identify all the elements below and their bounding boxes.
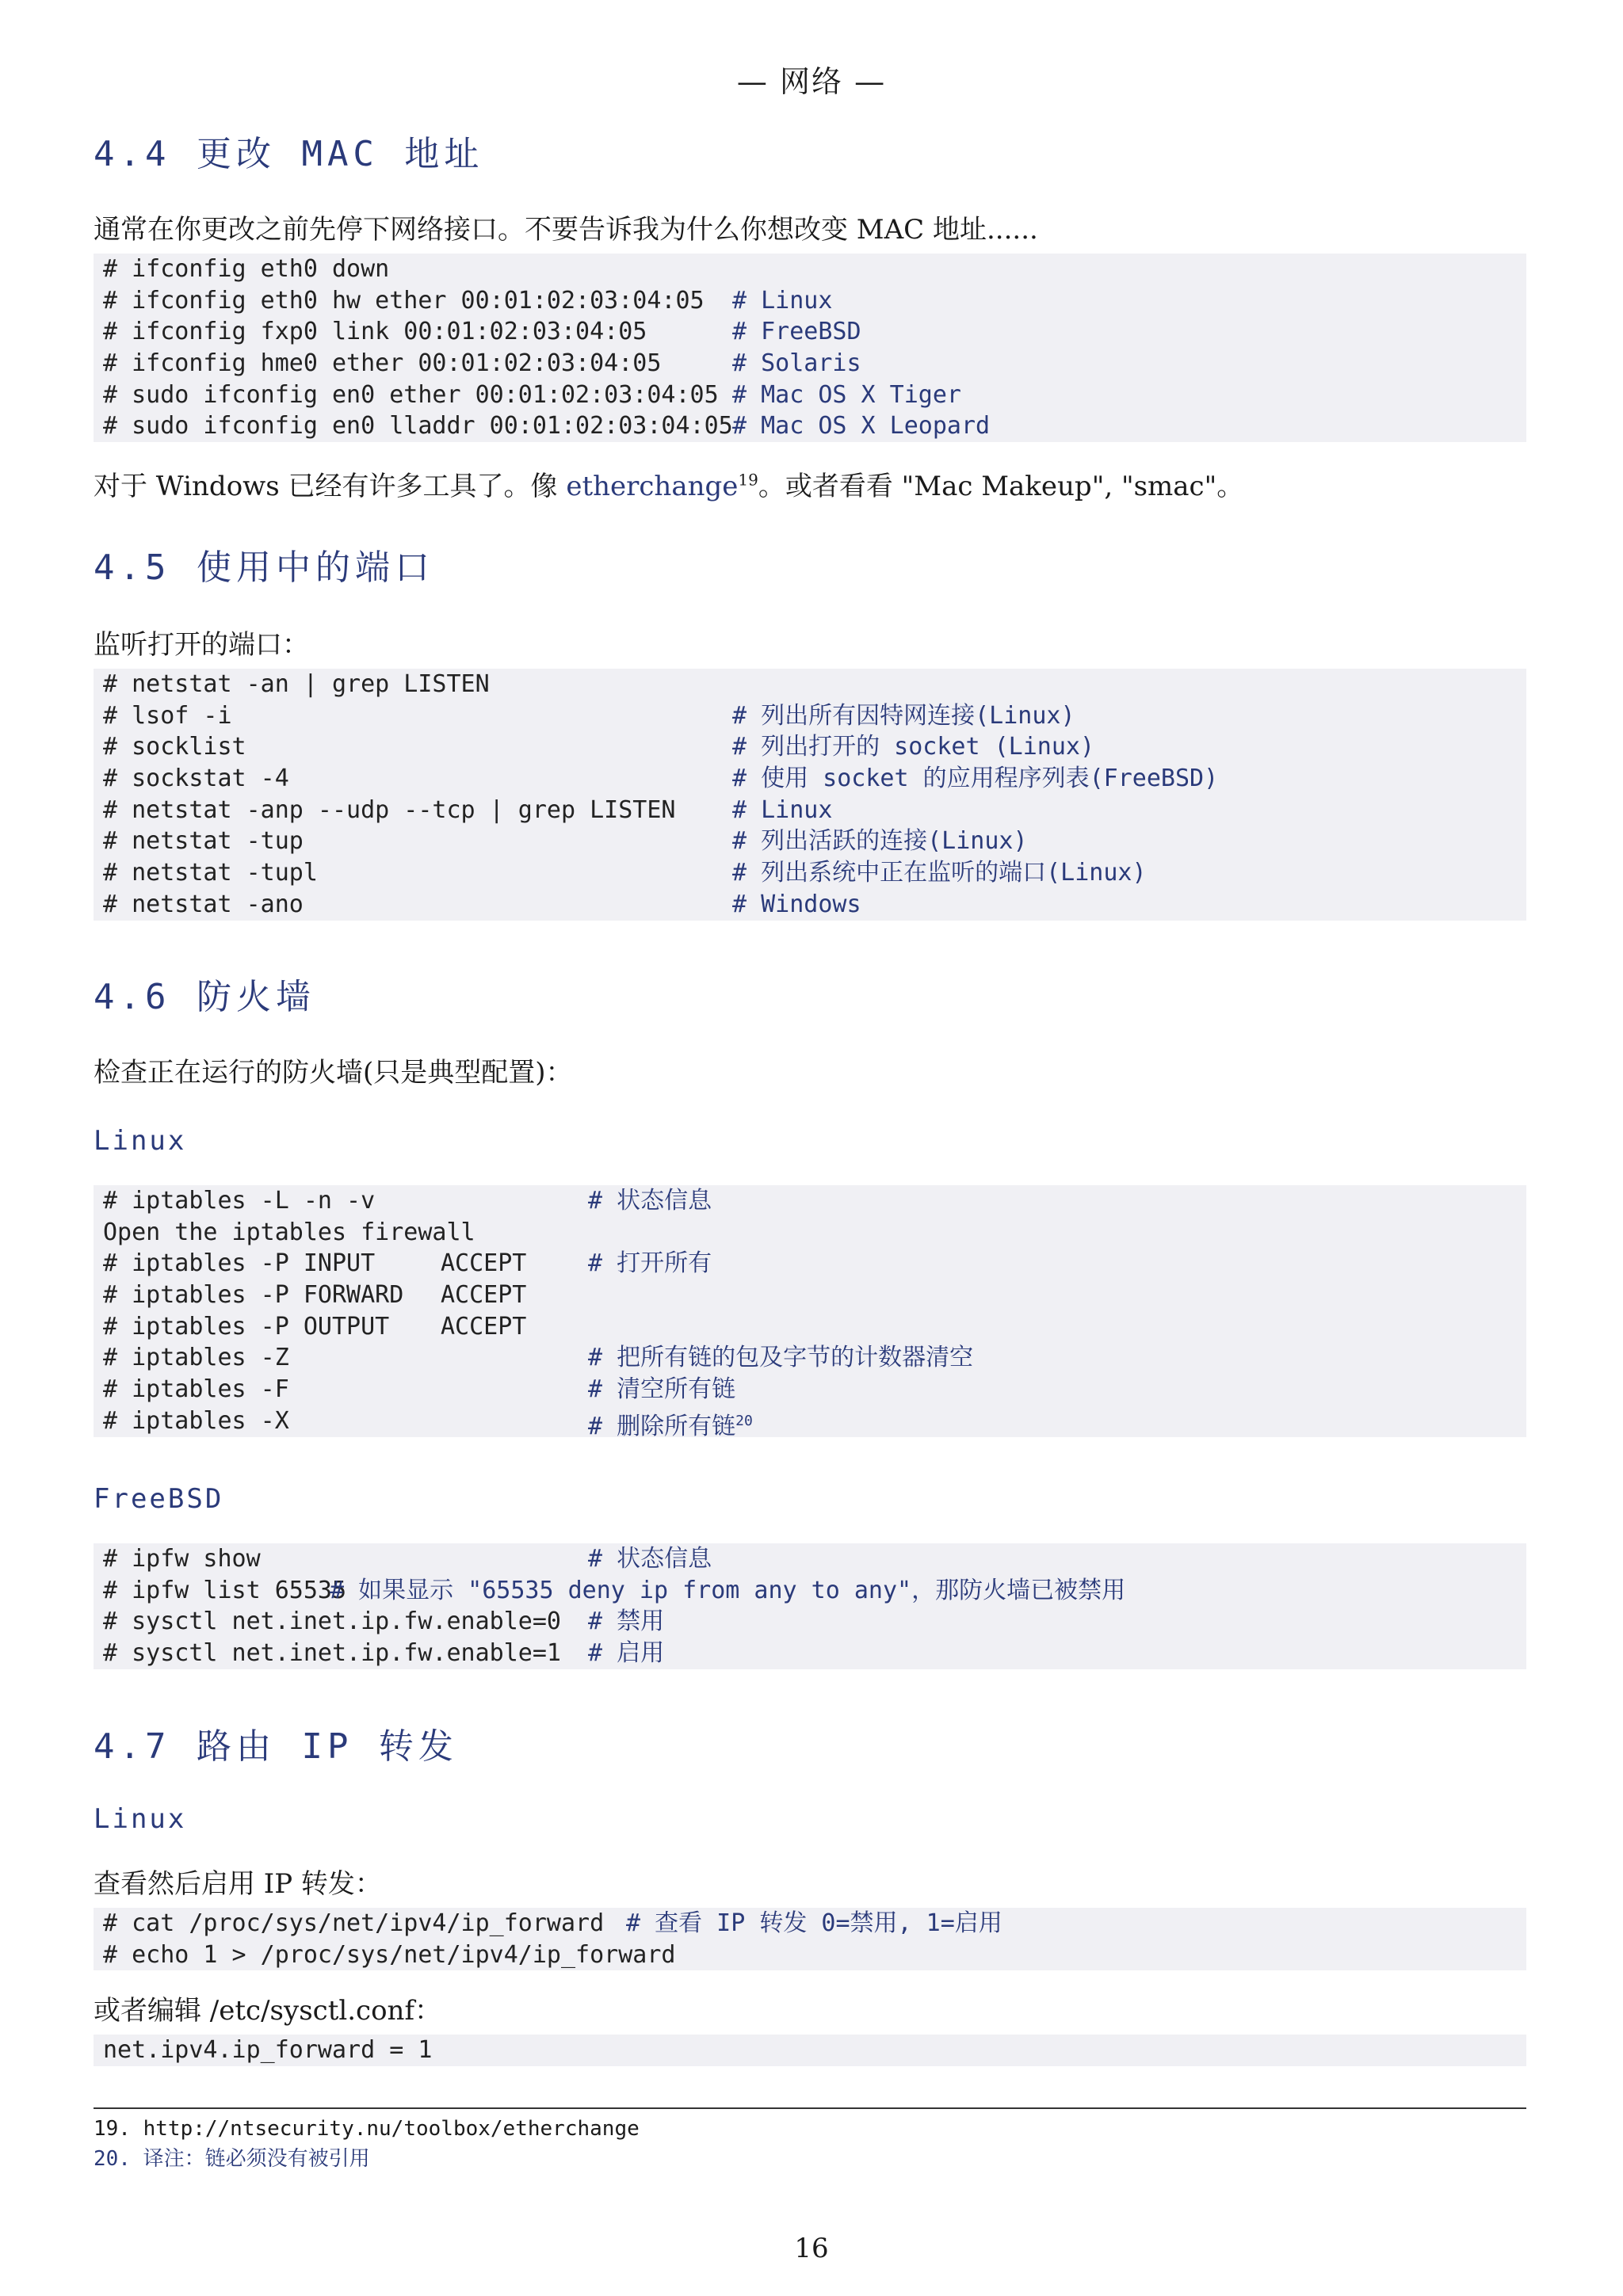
subsection-freebsd: FreeBSD bbox=[94, 1483, 224, 1515]
code-line: # iptables -P FORWARD ACCEPT bbox=[103, 1281, 527, 1310]
section-title-4-7: 4.7 路由 IP 转发 bbox=[94, 1726, 458, 1767]
code-line: # cat /proc/sys/net/ipv4/ip_forward # 查看 IP 转发 0=禁用, 1=启用 bbox=[103, 1909, 1002, 1937]
section-title-4-4: 4.4 更改 MAC 地址 bbox=[94, 134, 484, 174]
section-4-6-intro: 检查正在运行的防火墙(只是典型配置)： bbox=[94, 1057, 573, 1089]
code-line: # ifconfig fxp0 link 00:01:02:03:04:05 # FreeBSD bbox=[103, 318, 861, 346]
subsection-linux-forward: Linux bbox=[94, 1803, 187, 1835]
code-line: # iptables -P OUTPUT ACCEPT bbox=[103, 1312, 527, 1341]
code-line: # netstat -ano # Windows bbox=[103, 890, 861, 918]
code-line: # iptables -L -n -v # 状态信息 bbox=[103, 1187, 712, 1215]
code-line: # ipfw show # 状态信息 bbox=[103, 1545, 712, 1573]
etherchange-link[interactable]: etherchange bbox=[566, 471, 739, 502]
page-number: 16 bbox=[794, 2233, 829, 2264]
footnote-ref-20[interactable]: 20 bbox=[735, 1412, 753, 1429]
code-line: # netstat -anp --udp --tcp | grep LISTEN # Linux bbox=[103, 795, 833, 824]
code-line: # iptables -F # 清空所有链 bbox=[103, 1375, 736, 1404]
code-line: # sysctl net.inet.ip.fw.enable=1 # 启用 bbox=[103, 1639, 665, 1668]
section-4-7-or-edit: 或者编辑 /etc/sysctl.conf： bbox=[94, 1995, 442, 2027]
code-line: # iptables -Z # 把所有链的包及字节的计数器清空 bbox=[103, 1344, 974, 1372]
footnote-20: 20. 译注：链必须没有被引用 bbox=[94, 2147, 370, 2171]
code-line: # ifconfig eth0 hw ether 00:01:02:03:04:05 # Linux bbox=[103, 286, 833, 315]
code-line: # sockstat -4 # 使用 socket 的应用程序列表(FreeBSD) bbox=[103, 765, 1219, 793]
code-block-ipfw bbox=[94, 1543, 1526, 1669]
code-line: net.ipv4.ip_forward = 1 bbox=[103, 2036, 433, 2064]
section-4-4-intro: 通常在你更改之前先停下网络接口。不要告诉我为什么你想改变 MAC 地址...... bbox=[94, 214, 1038, 246]
section-4-5-intro: 监听打开的端口： bbox=[94, 629, 309, 661]
code-line: # echo 1 > /proc/sys/net/ipv4/ip_forward bbox=[103, 1940, 676, 1969]
footnote-19[interactable]: 19. http://ntsecurity.nu/toolbox/etherchange bbox=[94, 2117, 640, 2141]
running-header: — 网络 — bbox=[736, 64, 887, 99]
code-line: # iptables -P INPUT ACCEPT # 打开所有 bbox=[103, 1249, 712, 1278]
code-line: # sudo ifconfig en0 lladdr 00:01:02:03:04:05 # Mac OS X Leopard bbox=[103, 412, 991, 441]
code-line: # ifconfig eth0 down bbox=[103, 255, 390, 283]
section-title-4-5: 4.5 使用中的端口 bbox=[94, 547, 434, 588]
code-block-ports bbox=[94, 669, 1526, 921]
code-line: # ipfw list 65535 # 如果显示 "65535 deny ip from any to any"，那防火墙已被禁用 bbox=[103, 1576, 1126, 1604]
code-line: # sudo ifconfig en0 ether 00:01:02:03:04:05 # Mac OS X Tiger bbox=[103, 380, 961, 409]
code-block-mac bbox=[94, 254, 1526, 442]
section-title-4-6: 4.6 防火墙 bbox=[94, 977, 315, 1017]
code-line: # lsof -i # 列出所有因特网连接(Linux) bbox=[103, 701, 1075, 730]
code-line: Open the iptables firewall bbox=[103, 1218, 475, 1246]
subsection-linux: Linux bbox=[94, 1125, 187, 1157]
section-4-7-intro: 查看然后启用 IP 转发： bbox=[94, 1868, 382, 1900]
code-line: # iptables -X # 删除所有链$^{20}$ bbox=[103, 1406, 753, 1440]
footnote-ref-19[interactable]: 19 bbox=[738, 470, 758, 490]
code-block-ip-forward bbox=[94, 1908, 1526, 1970]
footnote-divider bbox=[94, 2107, 1526, 2109]
code-block-sysctl-conf bbox=[94, 2035, 1526, 2066]
code-line: # socklist # 列出打开的 socket (Linux) bbox=[103, 733, 1095, 761]
section-4-4-windows-note: 对于 Windows 已经有许多工具了。像 etherchange$^{19}$。或者看看 "Mac Makeup", "smac"。 bbox=[94, 470, 1244, 502]
code-line: # ifconfig hme0 ether 00:01:02:03:04:05 # Solaris bbox=[103, 349, 861, 378]
code-line: # netstat -an | grep LISTEN bbox=[103, 670, 490, 698]
code-block-iptables bbox=[94, 1185, 1526, 1440]
code-line: # sysctl net.inet.ip.fw.enable=0 # 禁用 bbox=[103, 1608, 665, 1636]
code-line: # netstat -tup # 列出活跃的连接(Linux) bbox=[103, 827, 1028, 856]
code-line: # netstat -tupl # 列出系统中正在监听的端口(Linux) bbox=[103, 859, 1147, 887]
